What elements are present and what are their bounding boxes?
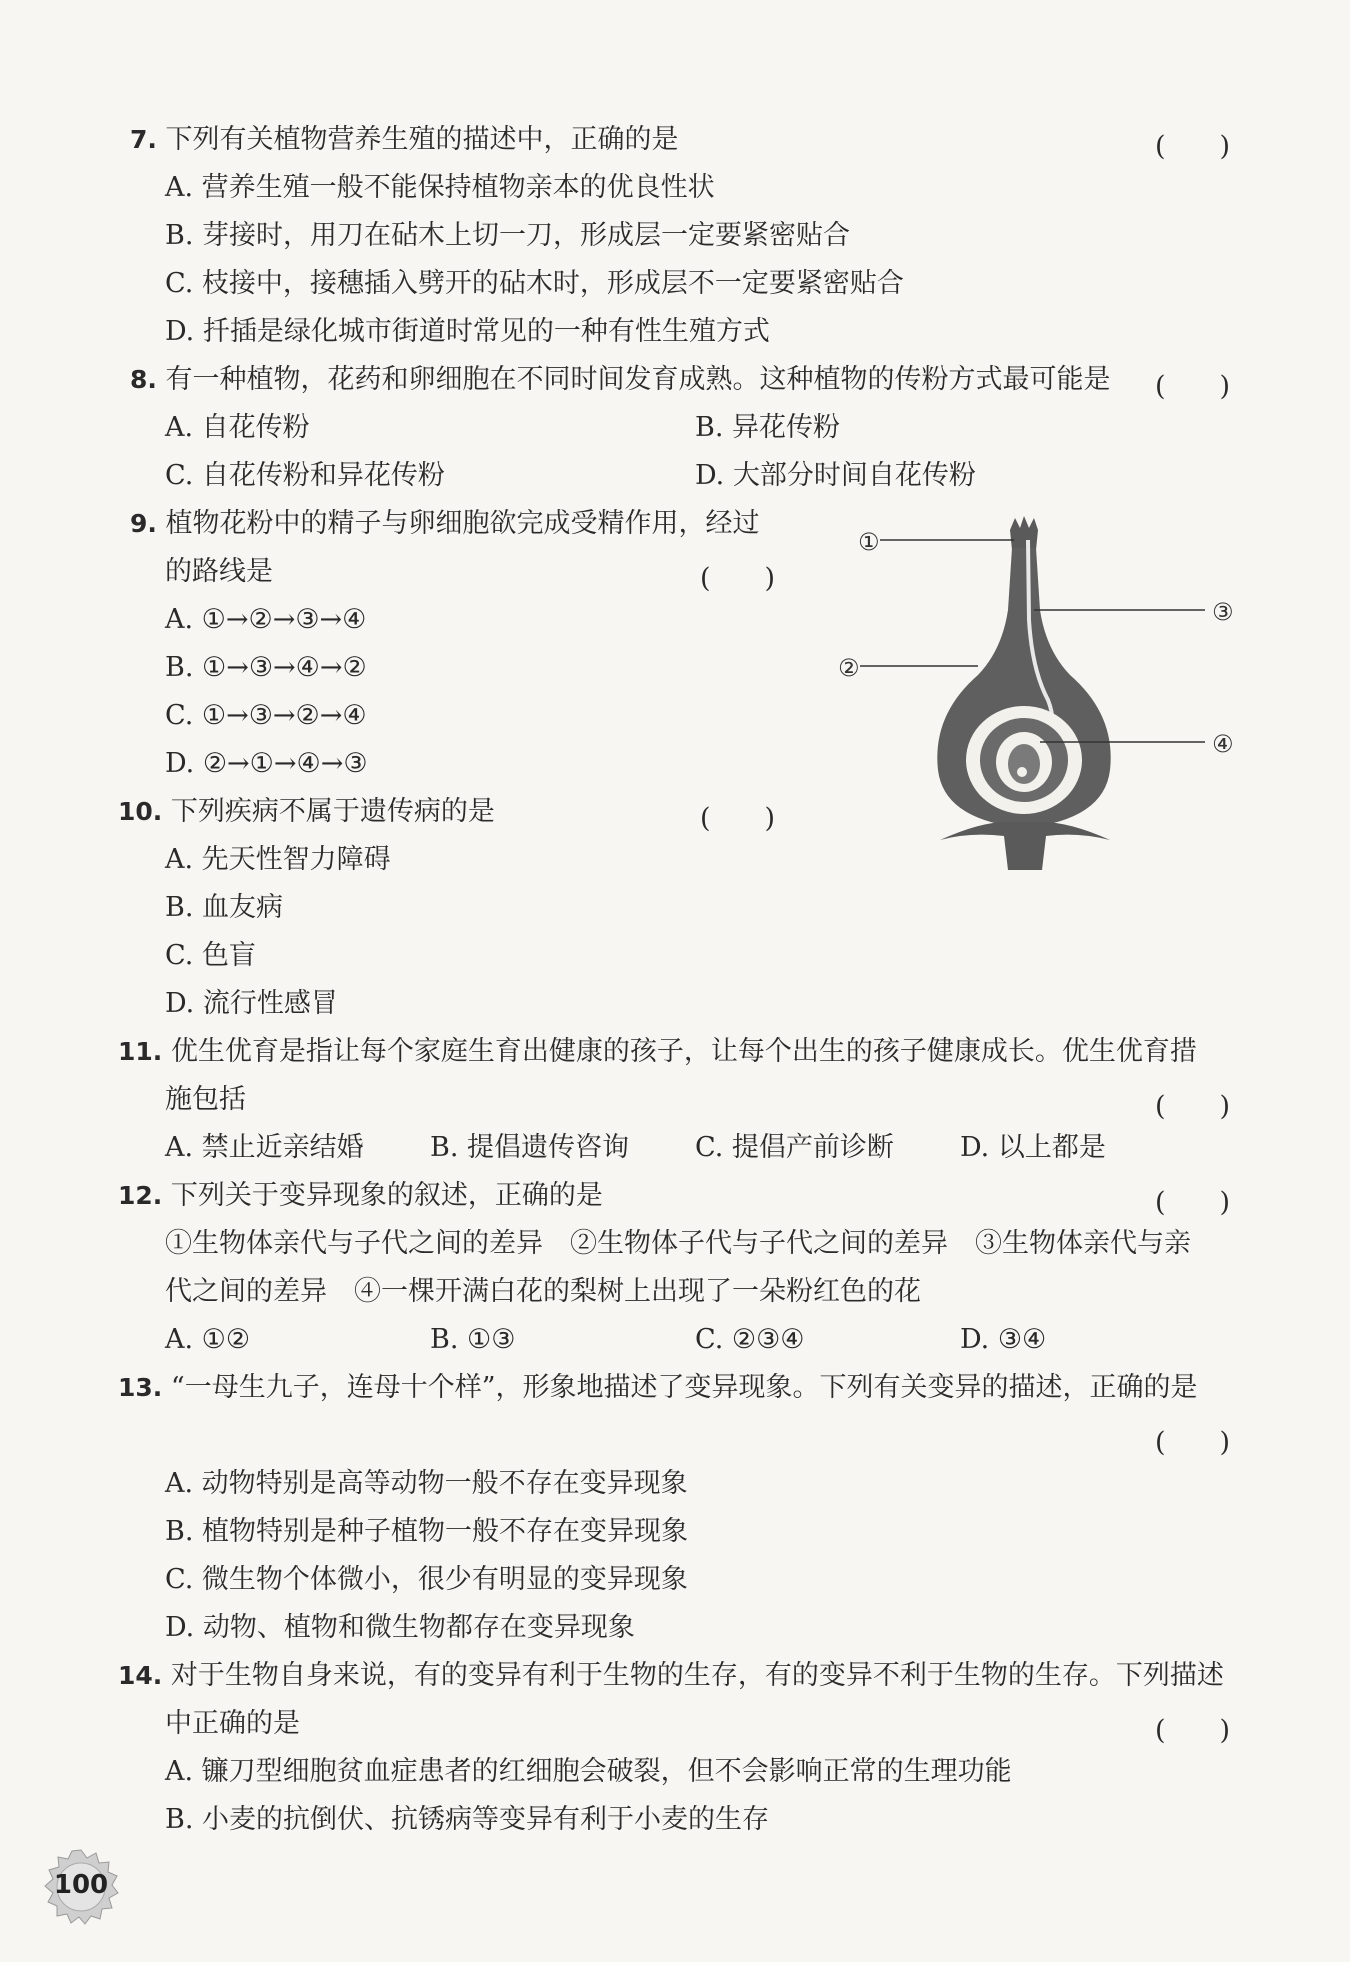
question-number: 9. [130, 509, 157, 538]
answer-blank: ( ) [700, 803, 776, 834]
label-4: ④ [1212, 730, 1234, 758]
option-c: C. ①→③→②→④ [165, 700, 367, 731]
question-text: 优生优育是指让每个家庭生育出健康的孩子，让每个出生的孩子健康成长。优生优育措 [170, 1036, 1197, 1067]
option-b: B. 异花传粉 [695, 412, 841, 443]
receptacle-shape [940, 822, 1110, 870]
option-c: C. ②③④ [695, 1324, 805, 1355]
answer-blank: ( ) [1155, 371, 1231, 402]
question-8-stem [130, 360, 1111, 400]
question-13-stem [118, 1368, 1198, 1408]
question-number: 8. [130, 365, 157, 394]
question-10-stem [118, 792, 495, 832]
question-text: 对于生物自身来说，有的变异有利于生物的生存，有的变异不利于生物的生存。下列描述 [170, 1660, 1224, 1691]
answer-blank: ( ) [1155, 1187, 1231, 1218]
option-b: B. ①→③→④→② [165, 652, 367, 683]
egg-cell [1017, 767, 1027, 777]
option-c: C. 提倡产前诊断 [695, 1132, 894, 1163]
stigma-shape [1010, 516, 1038, 550]
option-b: B. 芽接时，用刀在砧木上切一刀，形成层一定要紧密贴合 [165, 220, 851, 251]
page-number-badge [42, 1848, 120, 1926]
answer-blank: ( ) [700, 563, 776, 594]
question-text: 下列有关植物营养生殖的描述中，正确的是 [165, 124, 679, 155]
option-b: B. ①③ [430, 1324, 516, 1355]
option-a: A. 镰刀型细胞贫血症患者的红细胞会破裂，但不会影响正常的生理功能 [165, 1756, 1012, 1787]
option-d: D. 以上都是 [960, 1132, 1106, 1163]
question-9-stem [130, 504, 760, 544]
label-2: ② [838, 654, 860, 682]
option-a: A. 动物特别是高等动物一般不存在变异现象 [165, 1468, 688, 1499]
answer-blank: ( ) [1155, 1091, 1231, 1122]
embryo-sac [1008, 744, 1040, 784]
question-number: 10. [118, 797, 163, 826]
option-a: A. ①② [165, 1324, 251, 1355]
question-number: 12. [118, 1181, 163, 1210]
option-a: A. 禁止近亲结婚 [165, 1132, 364, 1163]
question-number: 14. [118, 1661, 163, 1690]
option-c: C. 微生物个体微小，很少有明显的变异现象 [165, 1564, 688, 1595]
question-14-stem-cont: 中正确的是 [165, 1708, 300, 1739]
question-number: 11. [118, 1037, 163, 1066]
option-a: A. 营养生殖一般不能保持植物亲本的优良性状 [165, 172, 715, 203]
option-c: C. 色盲 [165, 940, 256, 971]
question-text: 植物花粉中的精子与卵细胞欲完成受精作用，经过 [165, 508, 760, 539]
question-text: 有一种植物，花药和卵细胞在不同时间发育成熟。这种植物的传粉方式最可能是 [165, 364, 1111, 395]
option-b: B. 小麦的抗倒伏、抗锈病等变异有利于小麦的生存 [165, 1804, 770, 1835]
option-b: B. 植物特别是种子植物一般不存在变异现象 [165, 1516, 689, 1547]
question-11-stem-cont: 施包括 [165, 1084, 246, 1115]
option-a: A. ①→②→③→④ [165, 604, 367, 635]
option-d: D. 动物、植物和微生物都存在变异现象 [165, 1612, 635, 1643]
option-a: A. 先天性智力障碍 [165, 844, 391, 875]
option-a: A. 自花传粉 [165, 412, 310, 443]
question-12-statements: ①生物体亲代与子代之间的差异 ②生物体子代与子代之间的差异 ③生物体亲代与亲 [165, 1228, 1191, 1259]
option-d: D. ②→①→④→③ [165, 748, 368, 779]
question-14-stem [118, 1656, 1224, 1696]
answer-blank: ( ) [1155, 1427, 1231, 1458]
option-b: B. 血友病 [165, 892, 284, 923]
pistil-diagram [810, 510, 1250, 870]
question-12-statements-cont: 代之间的差异 ④一棵开满白花的梨树上出现了一朵粉红色的花 [165, 1276, 921, 1307]
label-1: ① [858, 528, 880, 556]
answer-blank: ( ) [1155, 131, 1231, 162]
option-d: D. 流行性感冒 [165, 988, 338, 1019]
question-text: 下列关于变异现象的叙述，正确的是 [170, 1180, 603, 1211]
question-11-stem [118, 1032, 1197, 1072]
option-c: C. 枝接中，接穗插入劈开的砧木时，形成层不一定要紧密贴合 [165, 268, 904, 299]
question-number: 13. [118, 1373, 163, 1402]
question-12-stem [118, 1176, 603, 1216]
question-text: “一母生九子，连母十个样”，形象地描述了变异现象。下列有关变异的描述，正确的是 [170, 1372, 1198, 1403]
option-b: B. 提倡遗传咨询 [430, 1132, 630, 1163]
question-number: 7. [130, 125, 157, 154]
answer-blank: ( ) [1155, 1715, 1231, 1746]
question-9-stem-cont: 的路线是 [165, 556, 273, 587]
option-d: D. 大部分时间自花传粉 [695, 460, 976, 491]
option-d: D. ③④ [960, 1324, 1047, 1355]
option-c: C. 自花传粉和异花传粉 [165, 460, 445, 491]
question-7-stem [130, 120, 679, 160]
label-3: ③ [1212, 598, 1234, 626]
option-d: D. 扦插是绿化城市街道时常见的一种有性生殖方式 [165, 316, 770, 347]
page-number: 100 [53, 1870, 109, 1900]
question-text: 下列疾病不属于遗传病的是 [170, 796, 495, 827]
